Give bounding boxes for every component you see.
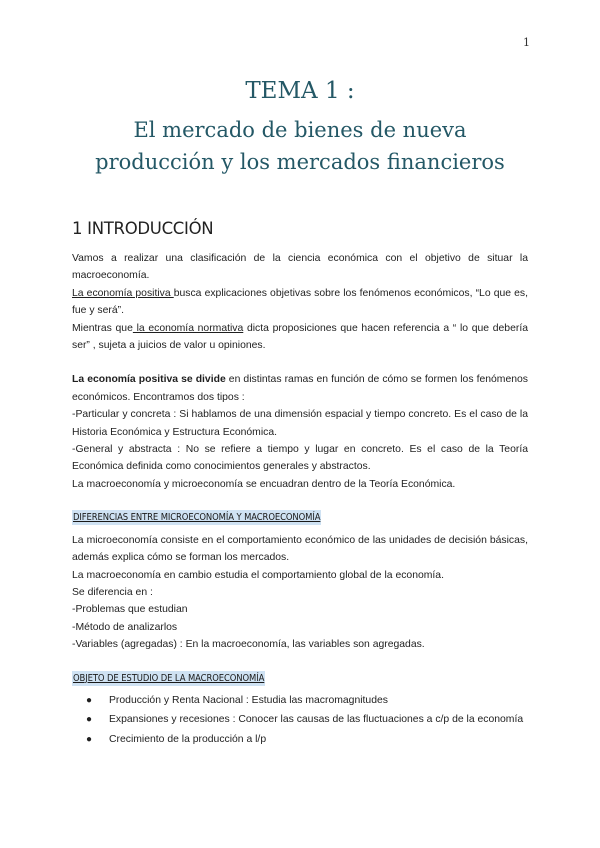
diferencias-paragraph-1: La microeconomía consiste en el comportamiento económico de las unidades de decisión básicas, además explica cómo se forman los mercados. bbox=[72, 534, 528, 564]
economia-positiva-underlined: La economía positiva bbox=[72, 287, 174, 299]
intro-paragraph-3 bbox=[72, 320, 528, 355]
bullet-icon: ● bbox=[86, 694, 93, 706]
title-subtitle-line-1: El mercado de bienes de nueva bbox=[133, 118, 467, 142]
list-item bbox=[72, 731, 528, 748]
intro-p2-text: busca explicaciones objetivas sobre los fenómenos económicos, “Lo que es, fue y será”. bbox=[72, 287, 528, 317]
list-item-text: Crecimiento de la producción a l/p bbox=[109, 733, 267, 745]
list-item-text: Producción y Renta Nacional : Estudia las macromagnitudes bbox=[109, 694, 388, 706]
diferencias-paragraph-5: -Método de analizarlos bbox=[72, 621, 178, 633]
intro-p4-text: en distintas ramas en función de cómo se formen los fenómenos económicos. Encontramos dos tipos : bbox=[72, 374, 528, 403]
intro-paragraph-6: -General y abstracta : No se refiere a tiempo y lugar en concreto. Es el caso de la Teoría Económica definida como conocimientos generales y abstractos. bbox=[72, 444, 528, 473]
diferencias-paragraph-3: Se diferencia en : bbox=[72, 586, 153, 598]
title-subtitle-line-2: producción y los mercados financieros bbox=[95, 150, 505, 174]
diferencias-paragraph-4: -Problemas que estudian bbox=[72, 604, 188, 616]
economia-positiva-divide-bold: La economía positiva se divide bbox=[72, 374, 226, 386]
list-item bbox=[72, 692, 528, 709]
economia-normativa-underlined: la economía normativa bbox=[132, 322, 244, 334]
bullet-icon: ● bbox=[86, 733, 93, 745]
diferencias-paragraph-2: La macroeconomía en cambio estudia el comportamiento global de la economía. bbox=[72, 569, 444, 581]
objeto-heading: OBJETO DE ESTUDIO DE LA MACROECONOMÍA bbox=[73, 672, 265, 684]
diferencias-paragraph-6: -Variables (agregadas) : En la macroeconomía, las variables son agregadas. bbox=[72, 639, 425, 651]
list-item bbox=[72, 711, 528, 728]
objeto-heading-wrap bbox=[72, 670, 528, 687]
diferencias-heading: DIFERENCIAS ENTRE MICROECONOMÍA Y MACROECONOMÍA bbox=[73, 512, 321, 524]
document-title bbox=[0, 76, 600, 178]
intro-p3-text: dicta proposiciones que hacen referencia a “ lo que debería ser” , sujeta a juicios de valor u opiniones. bbox=[72, 322, 528, 352]
intro-paragraph-5: -Particular y concreta : Si hablamos de una dimensión espacial y tiempo concreto. Es el caso de la Historia Económica y Estructura Económica. bbox=[72, 409, 528, 438]
page-number: 1 bbox=[523, 36, 530, 49]
list-item-text: Expansiones y recesiones : Conocer las causas de las fluctuaciones a c/p de la economía bbox=[109, 714, 524, 726]
intro-paragraph-4 bbox=[72, 371, 528, 406]
section-diferencias bbox=[72, 509, 528, 653]
title-subtitle bbox=[0, 114, 600, 178]
section-objeto bbox=[72, 670, 528, 749]
title-main: TEMA 1 : bbox=[245, 78, 355, 104]
intro-p3-lead: Mientras que bbox=[72, 322, 133, 334]
section-heading-introduccion: 1 INTRODUCCIÓN bbox=[72, 219, 214, 238]
objeto-bullet-list bbox=[72, 692, 528, 748]
document-body bbox=[72, 218, 528, 750]
bullet-icon: ● bbox=[86, 714, 93, 726]
spacer bbox=[72, 354, 528, 371]
diferencias-heading-wrap bbox=[72, 509, 528, 526]
intro-paragraph-1: Vamos a realizar una clasificación de la ciencia económica con el objetivo de situar la macroeconomía. bbox=[72, 253, 528, 282]
intro-paragraph-7: La macroeconomía y microeconomía se encuadran dentro de la Teoría Económica. bbox=[72, 478, 456, 490]
intro-paragraph-2 bbox=[72, 285, 528, 320]
